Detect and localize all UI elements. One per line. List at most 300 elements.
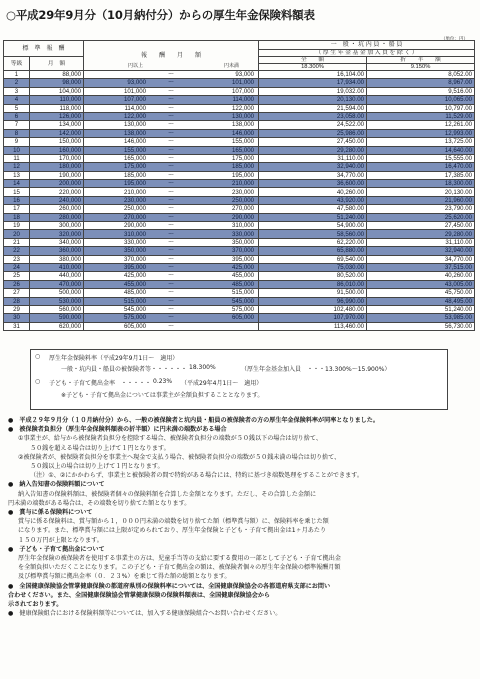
body-line: ● 納入告知書の保険料額について (8, 481, 105, 489)
grade-cell: 31 (4, 322, 30, 330)
rate-line-right: （厚生年金基金加入員 ・・・13.300%～15.900%） (241, 366, 391, 373)
range-lower: 350,000 (123, 247, 147, 255)
full-amount-cell: 69,540.00 (259, 255, 367, 263)
half-amount-cell: 11,529.00 (367, 112, 475, 120)
body-line: 納入告知書の保険料額は、被保険者個々の保険料額を合算した金額となります。ただし、その合算した金額に (18, 490, 317, 498)
range-separator: ～ (167, 163, 175, 171)
range-cell (84, 247, 259, 255)
table-row (4, 180, 475, 188)
half-amount-cell: 9,516.00 (367, 87, 475, 95)
grade-cell: 20 (4, 230, 30, 238)
table-row (4, 196, 475, 204)
range-lower: 122,000 (123, 113, 147, 121)
grade-cell: 26 (4, 280, 30, 288)
grade-cell: 23 (4, 255, 30, 263)
range-lower (88, 71, 146, 78)
body-line: ● 子ども・子育て拠出金について (8, 545, 105, 553)
child-rate-dots: ・・・・・ (121, 380, 152, 387)
full-amount-cell: 19,032.00 (259, 87, 367, 95)
grade-cell: 21 (4, 238, 30, 246)
range-upper: 107,000 (231, 87, 255, 95)
header-grade: 等級 (4, 57, 30, 71)
half-amount-cell: 10,065.00 (367, 96, 475, 104)
body-line: ● 賞与に係る保険料について (8, 509, 93, 517)
range-separator: ～ (167, 188, 175, 196)
body-line: 賞与に係る保険料は、賞与額から１，０００円未満の端数を切り捨てた額（標準賞与額）に、保険料率を乗じた額 (18, 518, 329, 526)
full-amount-cell: 25,986.00 (259, 129, 367, 137)
range-lower: 114,000 (124, 104, 147, 112)
range-upper: 605,000 (231, 314, 255, 322)
body-line: になります。また、標準賞与額には上限が定められており、厚生年金保険と子ども・子育て拠出金は1ヶ月あたり (18, 527, 327, 535)
monthly-cell: 240,000 (30, 196, 84, 204)
header-full: 全 額 (259, 57, 367, 64)
range-separator: ～ (167, 113, 175, 121)
grade-cell: 29 (4, 305, 30, 313)
range-upper: 155,000 (231, 138, 255, 146)
grade-cell: 3 (4, 87, 30, 95)
grade-cell: 4 (4, 96, 30, 104)
body-line: 厚生年金保険の被保険者を使用する事業主の方は、児童手当等の支給に要する費用の一部として子ども・子育て拠出金 (18, 555, 341, 563)
range-upper: 515,000 (231, 289, 255, 297)
range-lower: 138,000 (123, 129, 147, 137)
premium-table (3, 40, 475, 331)
range-cell (84, 263, 259, 271)
range-upper: 395,000 (231, 255, 255, 263)
full-amount-cell: 91,500.00 (259, 289, 367, 297)
grade-cell: 28 (4, 297, 30, 305)
table-row (4, 297, 475, 305)
grade-cell: 14 (4, 180, 30, 188)
range-cell (84, 289, 259, 297)
rate-line-dots: ・・・・・・ (151, 366, 188, 373)
range-lower: 545,000 (123, 306, 147, 314)
range-cell (84, 129, 259, 137)
range-separator: ～ (167, 272, 175, 280)
range-lower: 210,000 (123, 188, 147, 196)
range-upper-unit: 円未満 (224, 63, 240, 69)
half-amount-cell: 12,261.00 (367, 121, 475, 129)
range-lower: 250,000 (123, 205, 147, 213)
grade-cell: 8 (4, 129, 30, 137)
range-separator: ～ (167, 121, 175, 129)
range-cell (84, 63, 259, 79)
range-lower: 395,000 (123, 264, 147, 272)
grade-cell: 15 (4, 188, 30, 196)
range-upper: 455,000 (231, 272, 255, 280)
range-upper: 485,000 (231, 280, 255, 288)
monthly-cell: 110,000 (30, 96, 84, 104)
rate-note-box (30, 349, 448, 410)
page-title: ○平成29年9月分（10月納付分）からの厚生年金保険料額表 (6, 8, 315, 22)
full-amount-cell: 36,600.00 (259, 180, 367, 188)
full-amount-cell: 65,880.00 (259, 247, 367, 255)
range-lower: 101,000 (123, 87, 147, 95)
range-upper: 370,000 (231, 247, 255, 255)
grade-cell: 9 (4, 138, 30, 146)
range-separator: ～ (167, 322, 175, 330)
monthly-cell: 320,000 (30, 230, 84, 238)
full-amount-cell: 20,130.00 (259, 96, 367, 104)
monthly-cell: 470,000 (30, 280, 84, 288)
full-amount-cell: 23,058.00 (259, 112, 367, 120)
range-upper: 114,000 (232, 96, 255, 104)
range-upper: 122,000 (231, 104, 255, 112)
monthly-cell: 142,000 (30, 129, 84, 137)
range-upper: 101,000 (231, 79, 255, 87)
range-lower: 175,000 (123, 163, 147, 171)
half-amount-cell: 37,515.00 (367, 263, 475, 271)
monthly-cell: 200,000 (30, 180, 84, 188)
half-amount-cell: 53,985.00 (367, 314, 475, 322)
range-lower: 290,000 (123, 222, 147, 230)
table-row (4, 280, 475, 288)
range-separator: ～ (167, 213, 175, 221)
monthly-cell: 560,000 (30, 305, 84, 313)
range-separator: ～ (167, 222, 175, 230)
range-cell (84, 163, 259, 171)
range-cell (84, 322, 259, 330)
range-separator: ～ (167, 196, 175, 204)
range-upper: 130,000 (231, 113, 255, 121)
full-amount-cell: 58,560.00 (259, 230, 367, 238)
header-rate-full: 18.300% (259, 64, 367, 71)
grade-cell: 2 (4, 79, 30, 87)
header-remuneration: 報 酬 月 額 (84, 41, 259, 71)
range-separator: ～ (167, 71, 175, 79)
range-cell (84, 138, 259, 146)
range-separator: ～ (167, 155, 175, 162)
range-lower: 455,000 (123, 280, 147, 288)
half-amount-cell: 48,495.00 (367, 297, 475, 305)
range-lower: 165,000 (123, 155, 147, 162)
body-line: ①事業主が、給与から被保険者負担分を控除する場合、被保険者負担分の端数が５０銭以下の場合は切り捨て、 (18, 435, 322, 443)
half-amount-cell: 23,790.00 (367, 205, 475, 213)
monthly-cell: 620,000 (30, 322, 84, 330)
full-amount-cell: 107,970.00 (259, 314, 367, 322)
range-upper: 146,000 (231, 129, 255, 137)
range-upper: 290,000 (231, 213, 255, 221)
range-upper: 210,000 (231, 180, 255, 188)
full-amount-cell: 21,594.00 (259, 104, 367, 112)
table-row (4, 289, 475, 297)
range-cell (84, 146, 259, 154)
body-line: １５０万円が上限となります。 (18, 536, 103, 544)
range-lower: 230,000 (123, 196, 147, 204)
range-separator: ～ (167, 297, 175, 305)
range-cell (84, 180, 259, 188)
monthly-cell: 104,000 (30, 87, 84, 95)
monthly-cell: 118,000 (30, 104, 84, 112)
half-amount-cell: 27,450.00 (367, 222, 475, 230)
unit-label: （単位：円） (441, 37, 468, 42)
range-separator: ～ (167, 104, 175, 112)
table-row (4, 138, 475, 146)
half-amount-cell: 18,300.00 (367, 180, 475, 188)
range-upper: 138,000 (231, 121, 255, 129)
range-separator: ～ (167, 247, 175, 255)
body-line: （注）①、②にかかわらず、事業主と被保険者の間で特約がある場合には、特約に基づき端数処理をすることができます。 (30, 472, 363, 480)
header-half: 折 半 額 (367, 57, 475, 64)
monthly-cell: 98,000 (30, 79, 84, 87)
range-cell (84, 230, 259, 238)
range-separator: ～ (167, 264, 175, 272)
range-cell (84, 255, 259, 263)
monthly-cell: 190,000 (30, 171, 84, 179)
grade-cell: 25 (4, 272, 30, 280)
range-upper: 195,000 (231, 171, 255, 179)
body-line: ● 健康保険組合における保険料額等については、加入する健康保険組合へお問い合わせください。 (8, 610, 282, 618)
body-line: 示されております。 (8, 601, 63, 609)
body-line: ● 全国健康保険協会管掌健康保険の都道府県別の保険料率については、全国健康保険協会の各都道府県支部にお問い (8, 582, 331, 590)
full-amount-cell: 43,920.00 (259, 196, 367, 204)
half-amount-cell: 51,240.00 (367, 305, 475, 313)
range-lower: 330,000 (123, 238, 147, 246)
rate-line-value: 18.300% (189, 364, 216, 371)
range-cell (84, 87, 259, 95)
range-cell (84, 314, 259, 322)
explanation-text (8, 416, 472, 618)
full-amount-cell: 29,280.00 (259, 146, 367, 154)
range-cell (84, 79, 259, 87)
range-upper: 250,000 (231, 196, 255, 204)
grade-cell: 6 (4, 112, 30, 120)
full-amount-cell: 24,522.00 (259, 121, 367, 129)
range-upper: 175,000 (231, 155, 255, 162)
half-amount-cell: 20,130.00 (367, 188, 475, 196)
range-upper: 575,000 (231, 306, 255, 314)
half-amount-cell: 43,005.00 (367, 280, 475, 288)
table-row (4, 230, 475, 238)
range-separator: ～ (167, 171, 175, 179)
header-standard: 標 準 報 酬 (4, 41, 84, 57)
range-separator: ～ (167, 180, 175, 188)
table-row (4, 263, 475, 271)
grade-cell: 12 (4, 163, 30, 171)
range-lower: 93,000 (127, 79, 147, 87)
table-row (4, 255, 475, 263)
full-amount-cell: 54,900.00 (259, 222, 367, 230)
full-amount-cell: 51,240.00 (259, 213, 367, 221)
table-row (4, 71, 475, 79)
monthly-cell: 88,000 (30, 71, 84, 79)
range-lower: 425,000 (123, 272, 147, 280)
half-amount-cell: 40,260.00 (367, 272, 475, 280)
table-row (4, 314, 475, 322)
table-row (4, 104, 475, 112)
monthly-cell: 410,000 (30, 263, 84, 271)
table-row (4, 79, 475, 87)
child-rate-date: （平成29年4月1日～ 適用） (181, 380, 263, 387)
range-cell (84, 188, 259, 196)
range-lower: 146,000 (123, 138, 147, 146)
grade-cell: 30 (4, 314, 30, 322)
half-amount-cell: 10,797.00 (367, 104, 475, 112)
full-amount-cell: 96,990.00 (259, 297, 367, 305)
table-row (4, 222, 475, 230)
body-line: ● 被保険者負担分（厚生年金保険料額表の折半額）に円未満の端数がある場合 (8, 426, 227, 434)
range-separator: ～ (167, 289, 175, 297)
grade-cell: 18 (4, 213, 30, 221)
grade-cell: 22 (4, 247, 30, 255)
range-lower: 130,000 (123, 121, 147, 129)
header-category: 一 般 ・ 坑 内 員 ・ 船 員 (259, 41, 475, 50)
grade-cell: 5 (4, 104, 30, 112)
range-separator: ～ (167, 306, 175, 314)
range-separator: ～ (167, 96, 175, 104)
circle-bullet-icon: ○ (35, 353, 41, 360)
grade-cell: 17 (4, 205, 30, 213)
range-upper: 310,000 (231, 222, 255, 230)
range-cell (84, 305, 259, 313)
monthly-cell: 126,000 (30, 112, 84, 120)
range-lower: 485,000 (123, 289, 147, 297)
range-cell (84, 121, 259, 129)
range-cell (84, 272, 259, 280)
range-separator: ～ (167, 79, 175, 87)
range-separator: ～ (167, 255, 175, 263)
grade-cell: 24 (4, 263, 30, 271)
table-row (4, 96, 475, 104)
table-row (4, 129, 475, 137)
range-separator: ～ (167, 230, 175, 238)
range-upper: 185,000 (231, 163, 255, 171)
range-cell (84, 154, 259, 162)
range-lower-unit: 円以上 (128, 63, 144, 69)
monthly-cell: 340,000 (30, 238, 84, 246)
half-amount-cell: 8,967.00 (367, 79, 475, 87)
monthly-cell: 220,000 (30, 188, 84, 196)
full-amount-cell: 80,520.00 (259, 272, 367, 280)
range-cell (84, 96, 259, 104)
table-row (4, 213, 475, 221)
grade-cell: 16 (4, 196, 30, 204)
body-line: 合わせください。また、全国健康保険協会管掌健康保険の保険料額表は、全国健康保険協会から (8, 591, 271, 599)
full-amount-cell: 32,940.00 (259, 163, 367, 171)
half-amount-cell: 16,470.00 (367, 163, 475, 171)
header-rate-half: 9.150% (367, 64, 475, 71)
range-upper (196, 323, 254, 330)
range-upper: 425,000 (231, 264, 255, 272)
table-row (4, 247, 475, 255)
range-cell (84, 297, 259, 305)
range-lower: 575,000 (123, 314, 147, 322)
half-amount-cell: 25,620.00 (367, 213, 475, 221)
table-row (4, 238, 475, 246)
range-cell (84, 280, 259, 288)
monthly-cell: 500,000 (30, 289, 84, 297)
range-cell (84, 104, 259, 112)
full-amount-cell: 62,220.00 (259, 238, 367, 246)
header-monthly: 月 額 (30, 57, 84, 71)
table-row (4, 272, 475, 280)
full-amount-cell: 75,030.00 (259, 263, 367, 271)
range-separator: ～ (167, 205, 175, 213)
monthly-cell: 440,000 (30, 272, 84, 280)
monthly-cell: 170,000 (30, 154, 84, 162)
child-rate-note: ※子ども・子育て拠出金については事業主が全額負担することとなります。 (61, 392, 264, 399)
table-row (4, 163, 475, 171)
full-amount-cell: 47,580.00 (259, 205, 367, 213)
body-line: 及び標準賞与額に拠出金率（０．２３%）を乗じて得た額の総額となります。 (18, 573, 231, 581)
body-line: を全額負担いただくことになります。この子ども・子育て拠出金の額は、被保険者個々の厚生年金保険の標準報酬月額 (18, 564, 341, 572)
grade-cell: 13 (4, 171, 30, 179)
range-lower: 515,000 (123, 297, 147, 305)
range-upper: 545,000 (231, 297, 255, 305)
child-rate-value: 0.23% (153, 378, 173, 385)
table-row (4, 154, 475, 162)
monthly-cell: 590,000 (30, 314, 84, 322)
range-lower: 185,000 (123, 171, 147, 179)
half-amount-cell: 45,750.00 (367, 289, 475, 297)
range-cell (84, 238, 259, 246)
range-cell (84, 213, 259, 221)
half-amount-cell: 13,725.00 (367, 138, 475, 146)
body-line: ５０銭以上の場合は切り上げて１円となります。 (30, 463, 164, 471)
range-separator: ～ (167, 280, 175, 288)
grade-cell: 27 (4, 289, 30, 297)
rate-title: 厚生年金保険料率（平成29年9月1日～ 適用） (49, 355, 179, 362)
range-separator: ～ (167, 87, 175, 95)
rate-line-left: 一般・坑内員・船員の被保険者等 (61, 366, 152, 373)
full-amount-cell: 16,104.00 (259, 71, 367, 79)
monthly-cell: 530,000 (30, 297, 84, 305)
half-amount-cell: 29,280.00 (367, 230, 475, 238)
monthly-cell: 134,000 (30, 121, 84, 129)
circle-bullet-icon: ○ (35, 378, 41, 385)
table-row (4, 112, 475, 120)
full-amount-cell: 86,010.00 (259, 280, 367, 288)
body-line: ● 平成２９年９月分（１０月納付分）から、一般の被保険者と坑内員・船員の被保険者の方の厚生年金保険料率が同率となりました。 (8, 417, 379, 424)
monthly-cell: 150,000 (30, 138, 84, 146)
range-separator: ～ (167, 238, 175, 246)
range-upper: 165,000 (231, 146, 255, 154)
half-amount-cell: 14,640.00 (367, 146, 475, 154)
range-separator: ～ (167, 314, 175, 322)
body-line: ②被保険者が、被保険者負担分を事業主へ現金で支払う場合、被保険者負担分の端数が５０銭未満の場合は切り捨て、 (18, 453, 341, 461)
range-cell (84, 205, 259, 213)
monthly-cell: 260,000 (30, 205, 84, 213)
table-row (4, 121, 475, 129)
range-cell (84, 112, 259, 120)
half-amount-cell: 31,110.00 (367, 238, 475, 246)
range-lower: 155,000 (123, 146, 147, 154)
header-category-note: （ 厚 生 年 金 基 金 加 入 員 を 除 く ） (259, 50, 475, 57)
range-upper: 270,000 (231, 205, 255, 213)
table-row (4, 171, 475, 179)
child-rate-label: 子ども・子育て拠出金率 (49, 380, 116, 387)
half-amount-cell: 17,385.00 (367, 171, 475, 179)
full-amount-cell: 102,480.00 (259, 305, 367, 313)
range-lower: 370,000 (123, 255, 147, 263)
monthly-cell: 180,000 (30, 163, 84, 171)
monthly-cell: 280,000 (30, 213, 84, 221)
range-lower: 605,000 (123, 322, 147, 330)
monthly-cell: 300,000 (30, 222, 84, 230)
half-amount-cell: 56,730.00 (367, 322, 475, 330)
full-amount-cell: 113,460.00 (259, 322, 367, 330)
range-separator: ～ (167, 138, 175, 146)
range-lower: 107,000 (123, 96, 147, 104)
range-separator: ～ (167, 146, 175, 154)
grade-cell: 1 (4, 71, 30, 79)
range-upper: 350,000 (231, 238, 255, 246)
full-amount-cell: 17,934.00 (259, 79, 367, 87)
range-upper: 230,000 (231, 188, 255, 196)
monthly-cell: 380,000 (30, 255, 84, 263)
half-amount-cell: 21,960.00 (367, 196, 475, 204)
range-upper: 93,000 (235, 71, 255, 79)
half-amount-cell: 15,555.00 (367, 154, 475, 162)
